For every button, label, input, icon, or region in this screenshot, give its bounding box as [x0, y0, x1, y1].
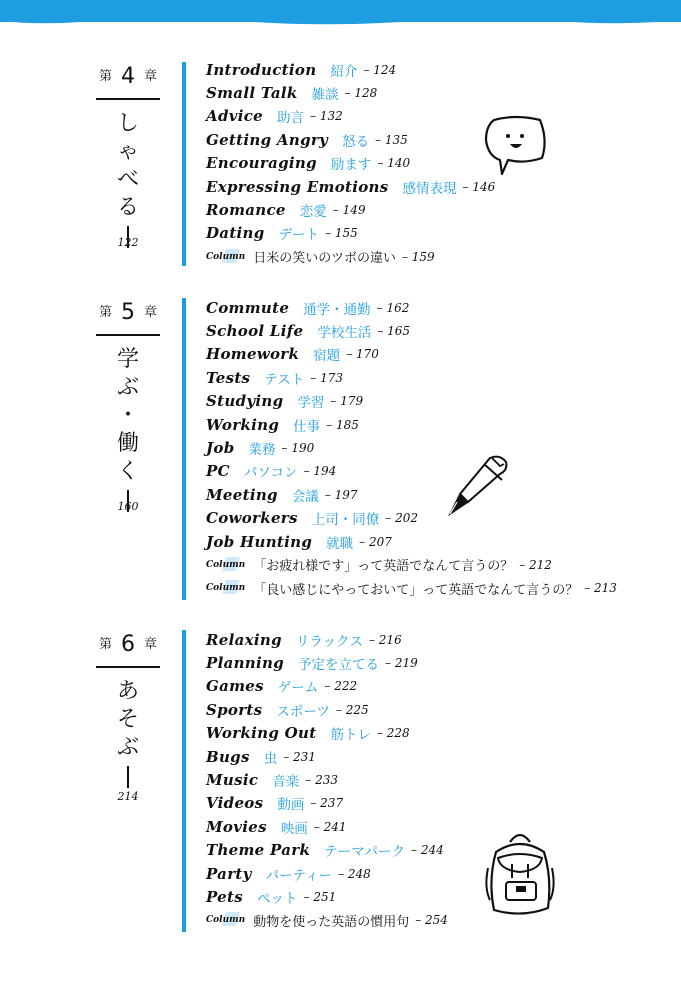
toc-entry[interactable]: Music 音楽 – 233 — [206, 771, 339, 791]
banner-wave — [0, 14, 681, 28]
toc-entry[interactable]: Planning 予定を立てる – 219 — [206, 654, 418, 674]
toc-entry[interactable]: Romance 恋愛 – 149 — [206, 201, 366, 221]
toc-entry[interactable]: Homework 宿題 – 170 — [206, 345, 379, 365]
toc-entry[interactable]: Dating デート – 155 — [206, 224, 358, 244]
toc-entry[interactable]: Tests テスト – 173 — [206, 368, 343, 388]
top-banner — [0, 0, 681, 22]
toc-entry[interactable]: Relaxing リラックス – 216 — [206, 630, 402, 650]
toc-entry[interactable]: Videos 動画 – 237 — [206, 794, 344, 814]
toc-entry[interactable]: Movies 映画 – 241 — [206, 817, 347, 837]
chapter-title: あ そ ぶ — [113, 678, 143, 788]
chapter-page: 122 — [117, 236, 139, 249]
fountain-pen-icon — [440, 452, 512, 522]
chapter-accent-bar — [182, 298, 186, 600]
column-entry[interactable]: Column 「お疲れ様です」って英語でなんて言うの？ – 212 — [206, 557, 552, 575]
toc-entry[interactable]: Sports スポーツ – 225 — [206, 700, 369, 720]
toc-entry[interactable]: Small Talk 雑談 – 128 — [206, 84, 378, 104]
column-entry[interactable]: Column 日米の笑いのツボの違い – 159 — [206, 249, 435, 267]
toc-entry[interactable]: Meeting 会議 – 197 — [206, 485, 358, 505]
toc-entry[interactable]: PC パソコン – 194 — [206, 462, 337, 482]
toc-entry[interactable]: Pets ペット – 251 — [206, 887, 337, 907]
toc-entry[interactable]: School Life 学校生活 – 165 — [206, 322, 411, 342]
toc-entry[interactable]: Advice 助言 – 132 — [206, 107, 343, 127]
toc-entry[interactable]: Working 仕事 – 185 — [206, 415, 359, 435]
chapter-entries — [206, 58, 661, 269]
toc-entry[interactable]: Games ゲーム – 222 — [206, 677, 358, 697]
toc-entry[interactable]: Introduction 紹介 – 124 — [206, 60, 397, 80]
toc-entry[interactable]: Job Hunting 就職 – 207 — [206, 532, 392, 552]
chapter-entries — [206, 628, 661, 932]
chapter-accent-bar — [182, 630, 186, 932]
chapter-title: し ゃ べ る — [113, 110, 143, 248]
chapter-number-label: 第 5 章 — [98, 300, 158, 325]
toc-entry[interactable]: Coworkers 上司・同僚 – 202 — [206, 509, 418, 529]
toc-entry[interactable]: Studying 学習 – 179 — [206, 392, 364, 412]
toc-entry[interactable]: Bugs 虫 – 231 — [206, 747, 316, 767]
speech-bubble-icon — [480, 112, 552, 184]
toc-entry[interactable]: Commute 通学・通勤 – 162 — [206, 298, 410, 318]
chapter-entries — [206, 296, 661, 600]
chapter-rule — [96, 666, 160, 668]
chapter-number-label: 第 4 章 — [98, 64, 158, 89]
chapter-page: 214 — [117, 790, 139, 803]
column-entry[interactable]: Column 動物を使った英語の慣用句 – 254 — [206, 913, 448, 930]
toc-entry[interactable]: Theme Park テーマパーク – 244 — [206, 841, 444, 861]
toc-entry[interactable]: Getting Angry 怒る – 135 — [206, 130, 408, 150]
toc-entry[interactable]: Job 業務 – 190 — [206, 439, 315, 459]
column-entry[interactable]: Column 「良い感じにやっておいて」って英語でなんて言うの？ – 213 — [206, 581, 617, 598]
toc-entry[interactable]: Encouraging 励ます – 140 — [206, 154, 411, 174]
toc-entry[interactable]: Expressing Emotions 感情表現 – 146 — [206, 177, 496, 197]
chapter-page: 160 — [117, 500, 139, 513]
chapter-rule — [96, 334, 160, 336]
toc-entry[interactable]: Working Out 筋トレ – 228 — [206, 724, 410, 744]
chapter-rule — [96, 98, 160, 100]
chapter-title: 学 ぶ ・ 働 く — [113, 346, 143, 512]
chapter-number-label: 第 6 章 — [98, 632, 158, 657]
chapter-accent-bar — [182, 62, 186, 266]
backpack-icon — [482, 828, 558, 920]
toc-entry[interactable]: Party パーティー – 248 — [206, 864, 371, 884]
